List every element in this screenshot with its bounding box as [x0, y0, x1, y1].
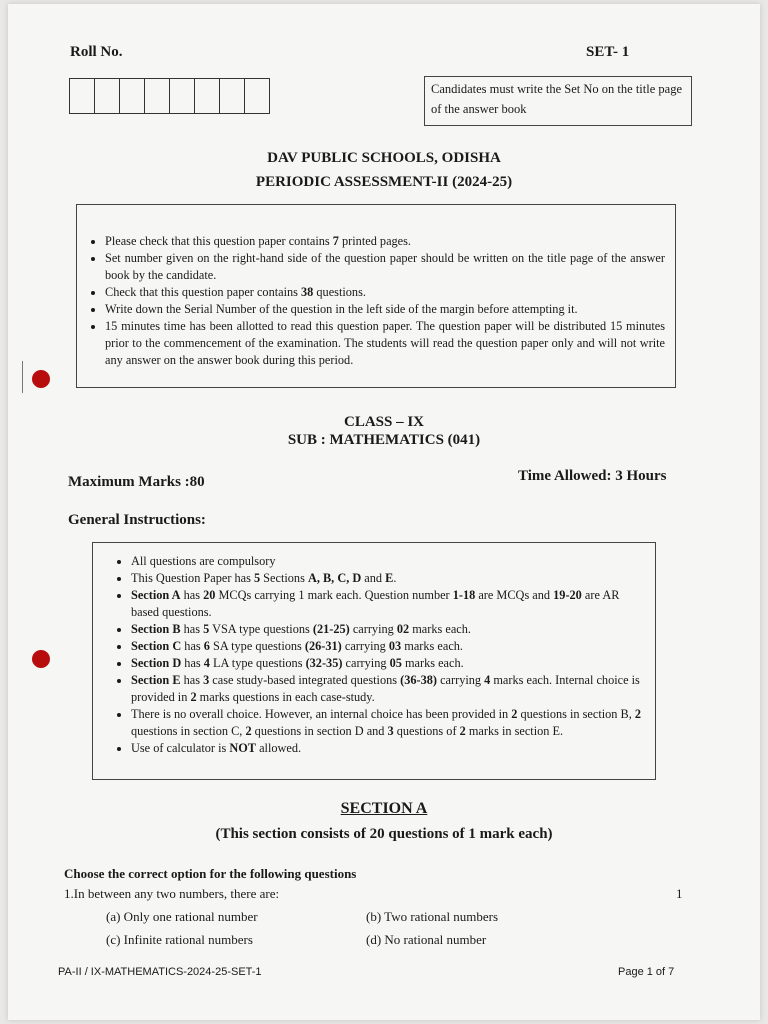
general-instructions-list [111, 553, 645, 757]
general-instruction-item: • Section A has 20 MCQs carrying 1 mark each. Question number 1-18 are MCQs and 19-20 are AR based questions. [131, 587, 645, 621]
roll-number-boxes [70, 78, 270, 114]
paper-check-item: • Set number given on the right-hand side of the question paper should be written on the title page of the answer book by the candidate. [105, 250, 665, 284]
paper-check-box [76, 204, 676, 388]
paper-check-item: • Write down the Serial Number of the question in the left side of the margin before attempting it. [105, 301, 665, 318]
general-instruction-item: • Section C has 6 SA type questions (26-31) carrying 03 marks each. [131, 638, 645, 655]
question-1-option-c: (c) Infinite rational numbers [106, 932, 253, 947]
roll-number-box [169, 78, 195, 114]
question-paper-page [8, 4, 760, 1020]
margin-mark [22, 361, 23, 393]
roll-number-box [144, 78, 170, 114]
roll-number-label: Roll No. [70, 44, 123, 60]
roll-number-box [69, 78, 95, 114]
question-1-option-d: (d) No rational number [366, 932, 487, 947]
question-1-option-a: (a) Only one rational number [106, 909, 258, 924]
general-instructions-heading: General Instructions: [68, 512, 206, 528]
general-instruction-item: • Section D has 4 LA type questions (32-35) carrying 05 marks each. [131, 655, 645, 672]
subject-heading: SUB : MATHEMATICS (041) [287, 432, 481, 448]
set-number-note: Candidates must write the Set No on the title page of the answer book [424, 76, 692, 126]
choose-instruction: Choose the correct option for the following questions [64, 866, 357, 881]
footer-paper-code: PA-II / IX-MATHEMATICS-2024-25-SET-1 [58, 966, 262, 978]
general-instruction-item: • This Question Paper has 5 Sections A, B, C, D and E. [131, 570, 645, 587]
roll-number-box [94, 78, 120, 114]
class-heading: CLASS – IX [343, 414, 425, 430]
question-1-text: 1.In between any two numbers, there are: [64, 886, 280, 901]
roll-number-box [119, 78, 145, 114]
paper-check-list [85, 233, 665, 369]
set-number-label: SET- 1 [586, 44, 630, 60]
paper-check-item: • 15 minutes time has been allotted to read this question paper. The question paper will be distributed 15 minutes prior to the commencement of the examination. The students will read the question paper only and will not write any answer on the answer book during this period. [105, 318, 665, 369]
footer-page-number: Page 1 of 7 [618, 966, 675, 978]
section-subtitle: (This section consists of 20 questions of 1 mark each) [215, 826, 553, 842]
section-title: SECTION A [340, 800, 428, 817]
general-instructions-box [92, 542, 656, 780]
general-instruction-item: • Section E has 3 case study-based integrated questions (36-38) carrying 4 marks each. Internal choice is provided in 2 marks questions in each case-study. [131, 672, 645, 706]
punch-hole-icon [32, 370, 50, 388]
roll-number-box [244, 78, 270, 114]
roll-number-box [219, 78, 245, 114]
general-instruction-item: • All questions are compulsory [131, 553, 645, 570]
question-1-marks: 1 [676, 886, 683, 901]
paper-check-item: • Check that this question paper contains 38 questions. [105, 284, 665, 301]
general-instruction-item: • There is no overall choice. However, an internal choice has been provided in 2 questions in section B, 2 questions in section C, 2 questions in section D and 3 questions of 2 marks in section E. [131, 706, 645, 740]
general-instruction-item: • Section B has 5 VSA type questions (21-25) carrying 02 marks each. [131, 621, 645, 638]
punch-hole-icon [32, 650, 50, 668]
general-instruction-item: • Use of calculator is NOT allowed. [131, 740, 645, 757]
roll-number-box [194, 78, 220, 114]
paper-check-item: • Please check that this question paper contains 7 printed pages. [105, 233, 665, 250]
question-1-option-b: (b) Two rational numbers [366, 909, 499, 924]
time-allowed: Time Allowed: 3 Hours [518, 468, 667, 484]
exam-title: PERIODIC ASSESSMENT-II (2024-25) [255, 174, 513, 190]
maximum-marks: Maximum Marks :80 [68, 474, 205, 490]
school-title: DAV PUBLIC SCHOOLS, ODISHA [267, 150, 501, 166]
